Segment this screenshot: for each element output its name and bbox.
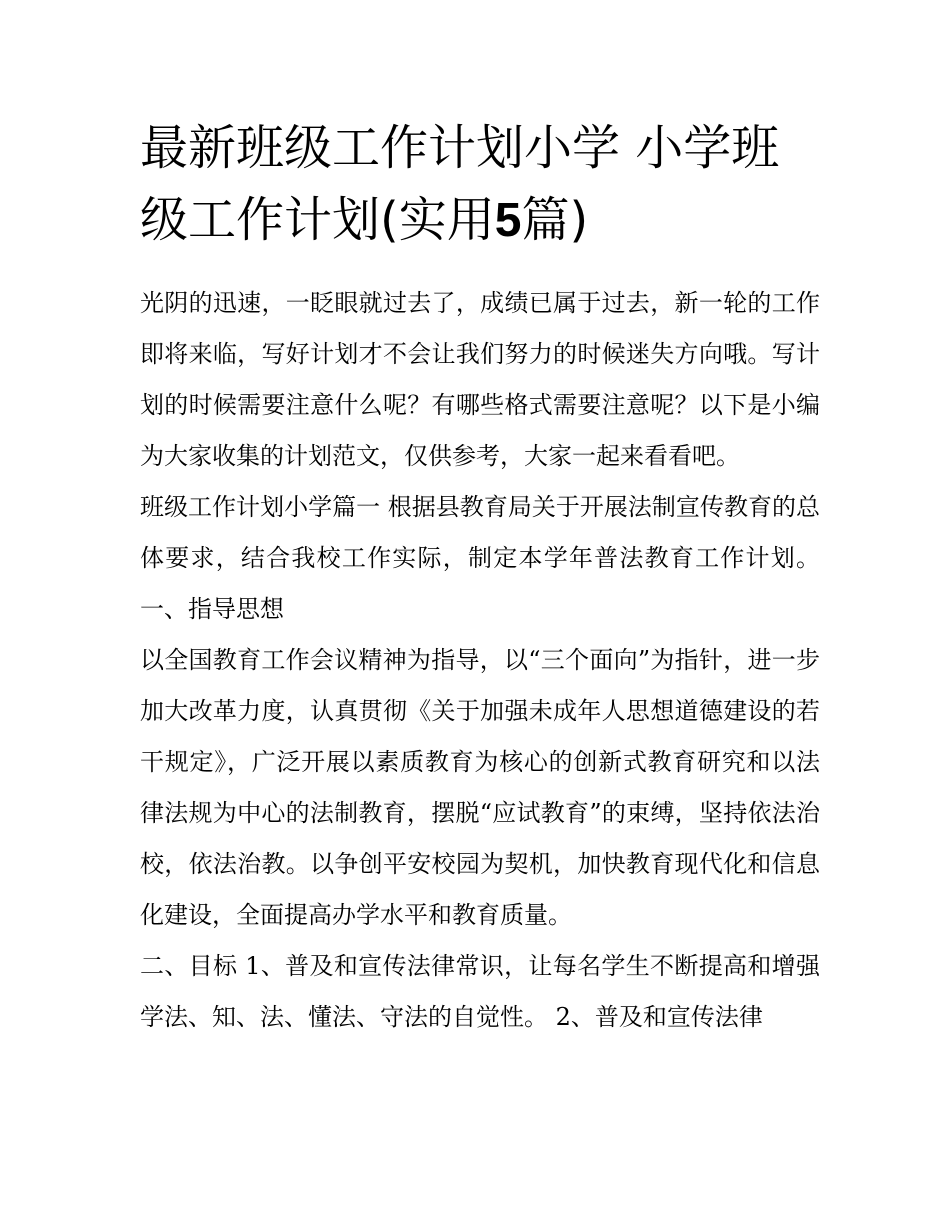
title-number: 5 xyxy=(494,194,522,247)
document-title xyxy=(140,112,820,257)
paragraph-goals: 二、目标 1、普及和宣传法律常识，让每名学生不断提高和增强学法、知、法、懂法、守法的自觉性。 2、普及和宣传法律 xyxy=(140,952,820,1031)
paragraph-guiding-ideology: 以全国教育工作会议精神为指导，以“三个面向”为指针，进一步加大改革力度，认真贯彻《关于加强未成年人思想道德建设的若干规定》，广泛开展以素质教育为核心的创新式教育研究和以法律法规为中心的法制教育，摆脱“应试教育”的束缚，坚持依法治校，依法治教。以争创平安校园为契机，加快教育现代化和信息化建设，全面提高办学水平和教育质量。 xyxy=(140,646,820,929)
document-body xyxy=(140,278,820,1043)
paragraph-intro: 光阴的迅速，一眨眼就过去了，成绩已属于过去，新一轮的工作即将来临，写好计划才不会让我们努力的时候迷失方向哦。写计划的时候需要注意什么呢？有哪些格式需要注意呢？以下是小编为大家收集的计划范文，仅供参考，大家一起来看看吧。 xyxy=(140,289,820,470)
paragraph-section-one: 班级工作计划小学篇一 根据县教育局关于开展法制宣传教育的总体要求，结合我校工作实际，制定本学年普法教育工作计划。 一、指导思想 xyxy=(140,493,820,623)
title-text-part-1: 最新班级工作计划小学 小学班级工作计划(实用 xyxy=(140,120,780,248)
title-text-part-2: 篇) xyxy=(521,192,589,248)
